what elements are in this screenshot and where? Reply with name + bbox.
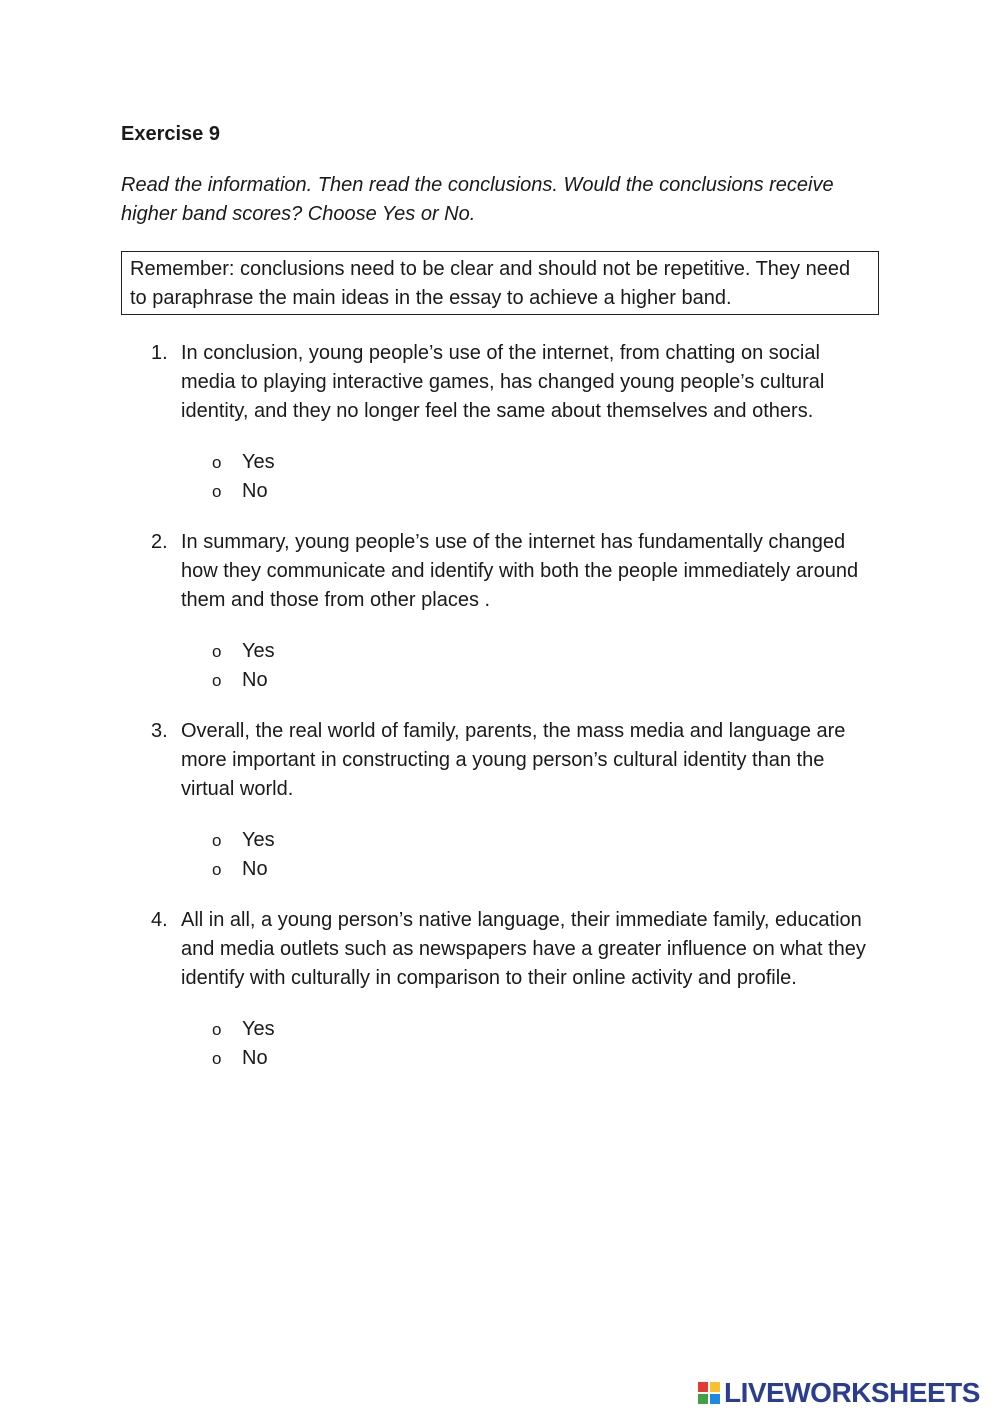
answer-options <box>181 448 879 506</box>
question-number: 3. <box>151 720 168 742</box>
radio-circle-icon[interactable]: o <box>212 1020 222 1039</box>
question-text: All in all, a young person’s native language, their immediate family, education and media outlets such as newspapers have a greater influence on what they identify with culturally in comparison to their online activity and profile. <box>181 909 866 989</box>
question-text: Overall, the real world of family, parents, the mass media and language are more important in constructing a young person’s cultural identity than the virtual world. <box>181 720 846 800</box>
radio-circle-icon[interactable]: o <box>212 860 222 879</box>
question-list <box>121 339 879 1073</box>
option-label: No <box>242 669 268 691</box>
question-text: In summary, young people’s use of the internet has fundamentally changed how they communicate and identify with both the people immediately around them and those from other places . <box>181 531 859 611</box>
logo-square <box>698 1382 708 1392</box>
logo-square <box>710 1382 720 1392</box>
option-no[interactable] <box>212 855 879 884</box>
logo-square <box>710 1394 720 1404</box>
worksheet-page <box>121 120 879 1095</box>
logo-text: LIVEWORKSHEETS <box>724 1377 980 1408</box>
radio-circle-icon[interactable]: o <box>212 1049 222 1068</box>
option-no[interactable] <box>212 477 879 506</box>
question-number: 4. <box>151 909 168 931</box>
liveworksheets-logo <box>698 1377 980 1409</box>
radio-circle-icon[interactable]: o <box>212 642 222 661</box>
question-item <box>121 906 879 1073</box>
option-no[interactable] <box>212 666 879 695</box>
exercise-title: Exercise 9 <box>121 123 220 145</box>
question-item <box>121 528 879 695</box>
reminder-box: Remember: conclusions need to be clear and should not be repetitive. They need to paraphrase the main ideas in the essay to achieve a higher band. <box>121 251 879 315</box>
question-number: 1. <box>151 342 168 364</box>
option-yes[interactable] <box>212 1015 879 1044</box>
radio-circle-icon[interactable]: o <box>212 671 222 690</box>
logo-mark-icon <box>698 1382 720 1404</box>
option-label: No <box>242 480 268 502</box>
answer-options <box>181 1015 879 1073</box>
answer-options <box>181 826 879 884</box>
option-no[interactable] <box>212 1044 879 1073</box>
question-text: In conclusion, young people’s use of the internet, from chatting on social media to playing interactive games, has changed young people’s cultural identity, and they no longer feel the same about themselves and others. <box>181 342 825 422</box>
option-label: No <box>242 858 268 880</box>
option-yes[interactable] <box>212 826 879 855</box>
option-label: Yes <box>242 1018 275 1040</box>
option-label: No <box>242 1047 268 1069</box>
option-yes[interactable] <box>212 637 879 666</box>
option-label: Yes <box>242 451 275 473</box>
radio-circle-icon[interactable]: o <box>212 831 222 850</box>
question-item <box>121 717 879 884</box>
logo-square <box>698 1394 708 1404</box>
option-yes[interactable] <box>212 448 879 477</box>
option-label: Yes <box>242 829 275 851</box>
exercise-instructions: Read the information. Then read the conclusions. Would the conclusions receive higher band scores? Choose Yes or No. <box>121 174 834 225</box>
radio-circle-icon[interactable]: o <box>212 482 222 501</box>
question-item <box>121 339 879 506</box>
question-number: 2. <box>151 531 168 553</box>
option-label: Yes <box>242 640 275 662</box>
radio-circle-icon[interactable]: o <box>212 453 222 472</box>
answer-options <box>181 637 879 695</box>
